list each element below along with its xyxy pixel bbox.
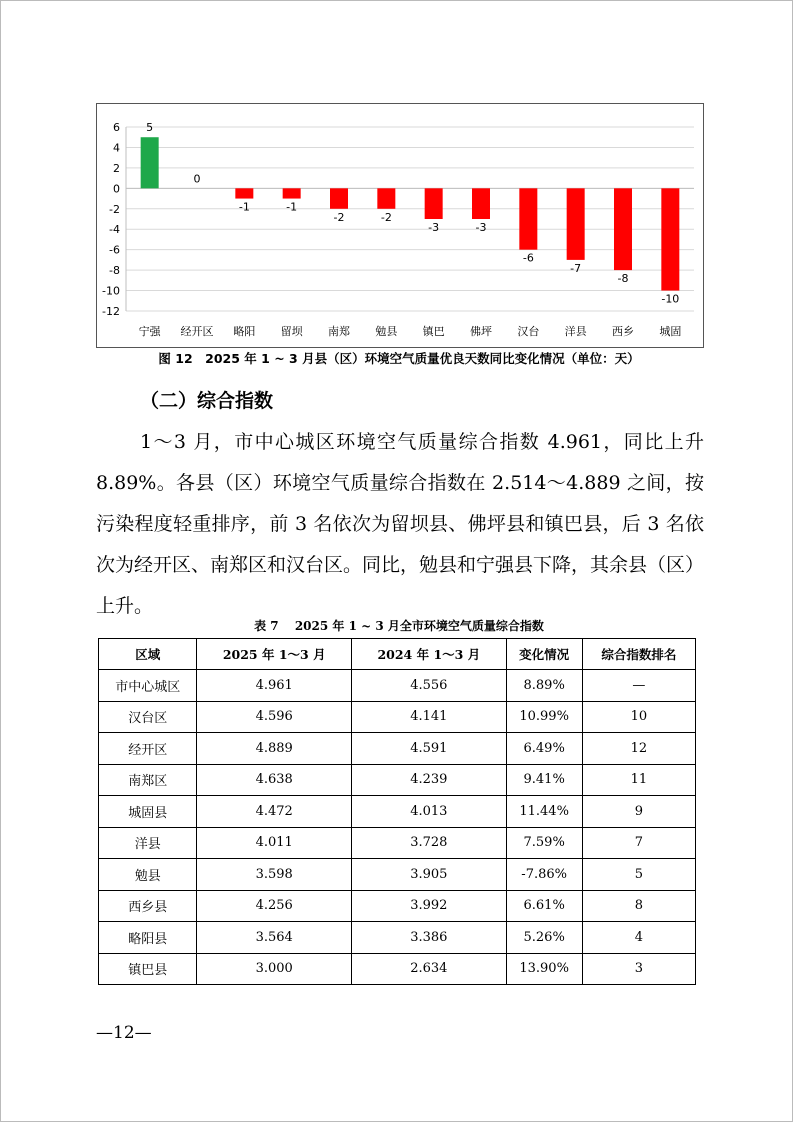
y-tick-label: -6 xyxy=(109,243,120,257)
table-row xyxy=(99,764,696,796)
category-label: 汉台 xyxy=(517,325,540,338)
cell-rank: — xyxy=(582,670,695,702)
table-row xyxy=(99,859,696,891)
y-tick-label: -10 xyxy=(102,284,120,298)
cell-region: 城固县 xyxy=(99,796,197,828)
data-label: -2 xyxy=(333,210,345,224)
cell-rank: 3 xyxy=(582,953,695,985)
table-header-row xyxy=(99,639,696,670)
y-tick-label: 2 xyxy=(113,161,120,175)
table-row xyxy=(99,733,696,765)
cell-region: 市中心城区 xyxy=(99,670,197,702)
data-label: -3 xyxy=(428,221,440,234)
figure-caption: 图 12 2025 年 1 ~ 3 月县（区）环境空气质量优良天数同比变化情况（单位：天） xyxy=(158,351,640,366)
bar xyxy=(330,188,348,208)
cell-change: 8.89% xyxy=(506,670,582,702)
category-label: 留坝 xyxy=(280,325,303,338)
cell-2024: 4.591 xyxy=(352,733,507,765)
cell-2024: 4.141 xyxy=(352,701,507,733)
data-label: -7 xyxy=(570,261,582,275)
data-label: 0 xyxy=(193,172,201,186)
section-heading: （二）综合指数 xyxy=(140,390,274,412)
cell-change: 13.90% xyxy=(506,953,582,985)
category-label: 经开区 xyxy=(180,325,214,338)
bar xyxy=(472,188,490,219)
cell-2025: 4.961 xyxy=(197,670,352,702)
cell-2025: 3.000 xyxy=(197,953,352,985)
cell-2024: 4.013 xyxy=(352,796,507,828)
cell-2025: 4.472 xyxy=(197,796,352,828)
cell-rank: 7 xyxy=(582,827,695,859)
cell-2025: 3.598 xyxy=(197,859,352,891)
cell-change: 5.26% xyxy=(506,922,582,954)
header-2024: 2024 年 1～3 月 xyxy=(352,639,507,670)
bar xyxy=(567,188,585,260)
cell-region: 南郑区 xyxy=(99,764,197,796)
header-2025: 2025 年 1～3 月 xyxy=(197,639,352,670)
cell-2024: 3.905 xyxy=(352,859,507,891)
category-label: 西乡 xyxy=(612,325,634,338)
bar xyxy=(235,188,253,198)
category-label: 洋县 xyxy=(564,325,587,338)
table-body xyxy=(99,670,696,985)
category-label: 佛坪 xyxy=(470,325,492,338)
y-tick-label: 0 xyxy=(113,182,120,196)
cell-2024: 3.992 xyxy=(352,890,507,922)
data-label: -6 xyxy=(522,251,534,265)
data-label: -2 xyxy=(380,210,392,224)
cell-region: 西乡县 xyxy=(99,890,197,922)
category-label: 城固 xyxy=(659,325,682,338)
table-row xyxy=(99,701,696,733)
cell-2025: 3.564 xyxy=(197,922,352,954)
cell-2025: 4.011 xyxy=(197,827,352,859)
cell-2024: 2.634 xyxy=(352,953,507,985)
y-tick-label: -8 xyxy=(109,264,120,278)
bar xyxy=(141,137,159,188)
cell-rank: 8 xyxy=(582,890,695,922)
cell-region: 汉台区 xyxy=(99,701,197,733)
cell-2025: 4.638 xyxy=(197,764,352,796)
cell-2025: 4.889 xyxy=(197,733,352,765)
cell-rank: 4 xyxy=(582,922,695,954)
cell-change: 6.61% xyxy=(506,890,582,922)
category-label: 镇巴 xyxy=(422,325,445,338)
table-row xyxy=(99,670,696,702)
y-tick-label: 4 xyxy=(113,141,120,155)
cell-change: -7.86% xyxy=(506,859,582,891)
y-tick-label: -2 xyxy=(109,202,120,216)
bar-chart xyxy=(96,103,704,348)
header-rank: 综合指数排名 xyxy=(582,639,695,670)
table-caption: 表 7 2025 年 1 ~ 3 月全市环境空气质量综合指数 xyxy=(254,619,544,633)
data-label: -8 xyxy=(617,272,629,286)
cell-2024: 3.728 xyxy=(352,827,507,859)
cell-rank: 5 xyxy=(582,859,695,891)
y-tick-label: 6 xyxy=(113,121,120,134)
cell-region: 经开区 xyxy=(99,733,197,765)
cell-change: 11.44% xyxy=(506,796,582,828)
data-label: 5 xyxy=(146,121,154,135)
cell-region: 洋县 xyxy=(99,827,197,859)
cell-rank: 12 xyxy=(582,733,695,765)
cell-rank: 11 xyxy=(582,764,695,796)
data-label: -1 xyxy=(286,200,298,214)
category-label: 宁强 xyxy=(138,325,161,338)
table-row xyxy=(99,953,696,985)
data-label: -3 xyxy=(475,221,487,234)
cell-2025: 4.256 xyxy=(197,890,352,922)
cell-2025: 4.596 xyxy=(197,701,352,733)
cell-region: 勉县 xyxy=(99,859,197,891)
cell-change: 9.41% xyxy=(506,764,582,796)
table-row xyxy=(99,922,696,954)
cell-rank: 10 xyxy=(582,701,695,733)
cell-2024: 4.556 xyxy=(352,670,507,702)
cell-region: 镇巴县 xyxy=(99,953,197,985)
chart-svg xyxy=(97,104,703,347)
table-row xyxy=(99,890,696,922)
table-row xyxy=(99,827,696,859)
page-number: —12— xyxy=(96,1023,152,1043)
data-label: -10 xyxy=(661,292,680,306)
category-label: 南郑 xyxy=(328,325,350,338)
bar xyxy=(283,188,301,198)
bar xyxy=(425,188,443,219)
cell-rank: 9 xyxy=(582,796,695,828)
aqi-table xyxy=(98,638,696,985)
category-label: 略阳 xyxy=(233,325,256,338)
bar xyxy=(614,188,632,270)
bar xyxy=(661,188,679,290)
cell-change: 6.49% xyxy=(506,733,582,765)
cell-2024: 4.239 xyxy=(352,764,507,796)
bar xyxy=(519,188,537,249)
cell-change: 10.99% xyxy=(506,701,582,733)
table-row xyxy=(99,796,696,828)
body-paragraph: 1～3 月，市中心城区环境空气质量综合指数 4.961，同比上升 8.89%。各县（区）环境空气质量综合指数在 2.514～4.889 之间，按污染程度轻重排序，前 3 名依次为留坝县、佛坪县和镇巴县，后 3 名依次为经开区、南郑区和汉台区。同比，勉县和宁强县下降，其余县（区）上升。 xyxy=(96,431,705,617)
header-change: 变化情况 xyxy=(506,639,582,670)
y-tick-label: -4 xyxy=(109,223,120,237)
cell-2024: 3.386 xyxy=(352,922,507,954)
data-label: -1 xyxy=(238,200,250,214)
cell-region: 略阳县 xyxy=(99,922,197,954)
y-tick-label: -12 xyxy=(102,305,120,318)
cell-change: 7.59% xyxy=(506,827,582,859)
header-region: 区域 xyxy=(99,639,197,670)
bar xyxy=(377,188,395,208)
category-label: 勉县 xyxy=(375,325,398,338)
